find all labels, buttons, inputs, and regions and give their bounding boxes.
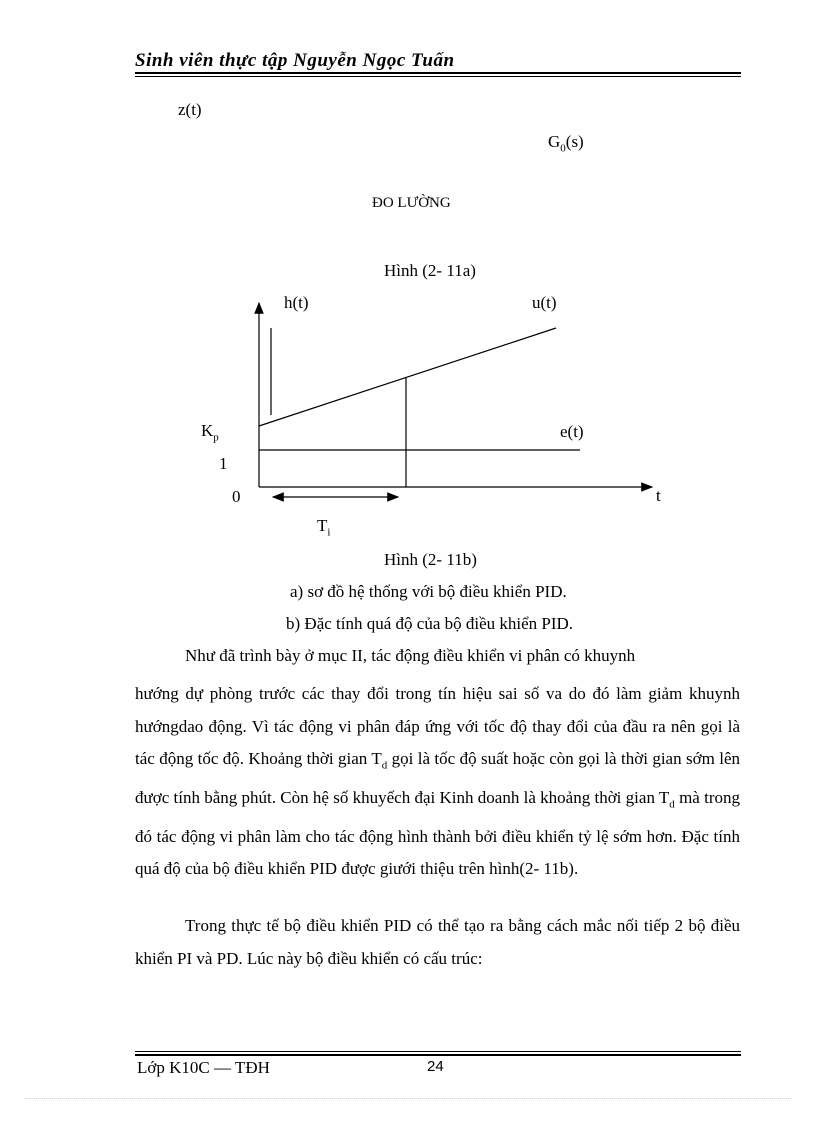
t-axis-label: t [656,486,661,505]
e-curve-label: e(t) [560,422,584,441]
page-number: 24 [427,1058,444,1075]
ti-label: $T_i$ [317,516,331,539]
u-curve-label: u(t) [532,293,557,312]
page-header-title: Sinh viên thực tập Nguyễn Ngọc Tuấn [135,50,455,71]
paragraph-1-first-line: Như đã trình bày ở mục II, tác động điều khiển vi phân có khuynh [185,646,636,665]
caption-item-b: b) Đặc tính quá độ của bộ điều khiển PID. [286,614,574,633]
paragraph-1-body: hướng dự phòng trước các thay đổi trong tín hiệu sai số va do đó làm giảm khuynh hướngdao động. Vì tác động vi phân đáp ứng với tốc độ thay đổi của đầu ra nên gọi là tác động tốc độ. Khoảng thời gian $T_d$ gọi là tốc độ suất hoặc còn gọi là thời gian sớm lên được tính bằng phút. Còn hệ số khuyếch đại Kinh doanh là khoảng thời gian $T_d$ mà trong đó tác động vi phân làm cho tác động hình thành bởi điều khiển tỷ lệ sớm hơn. Đặc tính quá độ của bộ điều khiển PID được giưới thiệu trên hình(2- 11b). [135,684,740,879]
plant-label: $G_0(s)$ [548,132,584,155]
level-one-label: 1 [219,454,228,473]
caption-item-a: a) sơ đồ hệ thống với bộ điều khiển PID. [290,582,567,601]
figure-b-caption: Hình (2- 11b) [384,550,477,569]
origin-label: 0 [232,487,241,506]
step-response-plot [0,0,816,560]
footer-class-label: Lớp K10C — TĐH [137,1058,270,1077]
page-bottom-border [25,1098,791,1099]
input-label: z(t) [178,100,202,119]
kp-label: $K_p$ [201,421,219,444]
h-axis-label: h(t) [284,293,309,312]
footer-rule-thin [135,1051,741,1052]
figure-a-caption: Hình (2- 11a) [384,261,476,280]
paragraph-2: Trong thực tế bộ điều khiển PID có thể tạo ra bằng cách mắc nối tiếp 2 bộ điều khiển PI và PD. Lúc này bộ điều khiển có cấu trúc: [135,916,740,968]
u-ramp-line [259,328,556,426]
footer-rule-thick [135,1054,741,1056]
measurement-block-label: ĐO LƯỜNG [372,195,451,211]
